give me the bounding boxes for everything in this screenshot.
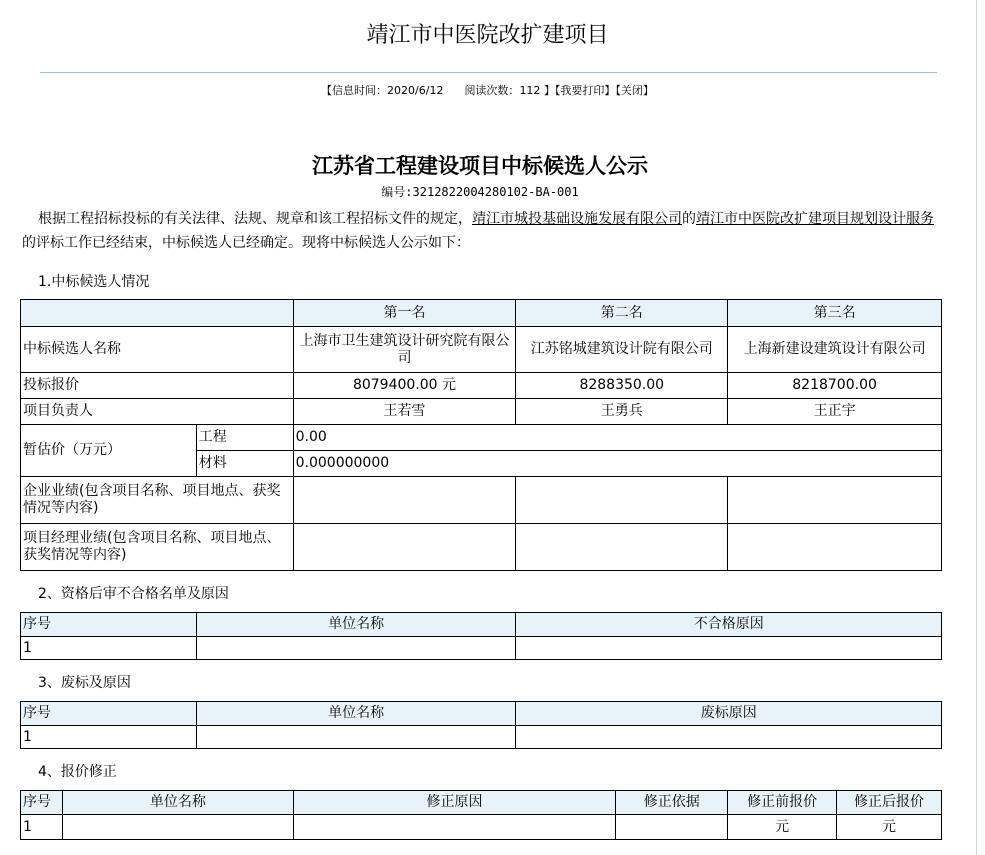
col-correction-reason: 修正原因	[293, 791, 616, 815]
intro-text-1: 根据工程招标投标的有关法律、法规、规章和该工程招标文件的规定，	[38, 211, 472, 227]
col-unit-name: 单位名称	[196, 702, 516, 726]
price-after-cell: 元	[837, 815, 942, 840]
info-time-label: 【信息时间：	[321, 84, 388, 97]
col-serial: 序号	[21, 791, 63, 815]
reason-cell	[516, 726, 942, 749]
price-before-cell: 元	[728, 815, 837, 840]
info-time: 2020/6/12	[387, 84, 444, 97]
col-serial: 序号	[21, 702, 197, 726]
candidate-table	[20, 299, 942, 571]
price-correction-table	[20, 790, 942, 840]
company-performance-label: 企业业绩(包含项目名称、项目地点、获奖情况等内容)	[21, 477, 294, 524]
bid-price-label: 投标报价	[21, 373, 294, 399]
col-unit-name: 单位名称	[62, 791, 293, 815]
company-performance-2	[516, 477, 728, 524]
info-meta-bar	[0, 82, 975, 98]
rank-3: 第三名	[728, 300, 942, 327]
candidate-name-1: 上海市卫生建筑设计研究院有限公司	[293, 327, 516, 373]
candidate-name-2: 江苏铭城建筑设计院有限公司	[516, 327, 728, 373]
company-performance-3	[728, 477, 942, 524]
col-serial: 序号	[21, 613, 197, 637]
header-blank	[21, 300, 294, 327]
reason-cell	[516, 637, 942, 660]
unit-name-cell	[196, 637, 516, 660]
page-title: 靖江市中医院改扩建项目	[366, 23, 609, 48]
material-value: 0.000000000	[293, 451, 941, 477]
rank-1: 第一名	[293, 300, 516, 327]
provisional-engineering-row	[21, 425, 942, 451]
table-row	[21, 726, 942, 749]
rank-2: 第二名	[516, 300, 728, 327]
disqualified-table	[20, 612, 942, 660]
project-manager-2: 王勇兵	[516, 399, 728, 425]
bid-price-2: 8288350.00	[516, 373, 728, 399]
tenderer-name: 靖江市城投基础设施发展有限公司	[472, 211, 682, 227]
notice-title: 江苏省工程建设项目中标候选人公示	[312, 154, 648, 178]
project-manager-label: 项目负责人	[21, 399, 294, 425]
section2-heading: 2、资格后审不合格名单及原因	[38, 586, 229, 602]
candidate-name-row	[21, 327, 942, 373]
provisional-price-label: 暂估价（万元）	[21, 425, 197, 477]
candidate-name-label: 中标候选人名称	[21, 327, 294, 373]
project-manager-row	[21, 399, 942, 425]
col-unit-name: 单位名称	[196, 613, 516, 637]
candidate-name-3: 上海新建设建筑设计有限公司	[728, 327, 942, 373]
engineering-label: 工程	[196, 425, 293, 451]
section3-heading: 3、废标及原因	[38, 675, 131, 691]
col-correction-basis: 修正依据	[616, 791, 728, 815]
read-count-label: 阅读次数：	[464, 84, 520, 97]
project-manager-3: 王正宇	[728, 399, 942, 425]
bid-price-row	[21, 373, 942, 399]
col-invalid-reason: 废标原因	[516, 702, 942, 726]
company-performance-row	[21, 477, 942, 524]
intro-paragraph	[22, 207, 942, 255]
unit-name-cell	[62, 815, 293, 840]
print-link[interactable]: 】【我要打印】	[543, 84, 616, 97]
manager-performance-label: 项目经理业绩(包含项目名称、项目地点、获奖情况等内容)	[21, 524, 294, 571]
bid-price-3: 8218700.00	[728, 373, 942, 399]
close-link[interactable]: 【关闭】	[615, 84, 654, 97]
engineering-value: 0.00	[293, 425, 941, 451]
page-right-border	[976, 0, 977, 855]
col-disqualify-reason: 不合格原因	[516, 613, 942, 637]
company-performance-1	[293, 477, 516, 524]
manager-performance-3	[728, 524, 942, 571]
serial-cell: 1	[21, 726, 197, 749]
material-label: 材料	[196, 451, 293, 477]
table-row	[21, 637, 942, 660]
manager-performance-row	[21, 524, 942, 571]
intro-text-2: 的	[682, 211, 696, 227]
unit-name-cell	[196, 726, 516, 749]
notice-code: 编号:3212822004280102-BA-001	[381, 185, 579, 199]
read-count: 112	[519, 84, 541, 97]
manager-performance-1	[293, 524, 516, 571]
reason-cell	[293, 815, 616, 840]
intro-text-3: 的评标工作已经结束，中标候选人已经确定。现将中标候选人公示如下：	[22, 235, 470, 251]
project-manager-1: 王若雪	[293, 399, 516, 425]
col-price-after: 修正后报价	[837, 791, 942, 815]
serial-cell: 1	[21, 815, 63, 840]
section1-heading: 1.中标候选人情况	[38, 274, 150, 290]
section4-heading: 4、报价修正	[38, 764, 117, 780]
basis-cell	[616, 815, 728, 840]
project-name: 靖江市中医院改扩建项目规划设计服务	[696, 211, 934, 227]
table-row	[21, 815, 942, 840]
invalid-bid-table	[20, 701, 942, 749]
manager-performance-2	[516, 524, 728, 571]
col-price-before: 修正前报价	[728, 791, 837, 815]
disqualified-header-row	[21, 613, 942, 637]
serial-cell: 1	[21, 637, 197, 660]
candidate-header-row	[21, 300, 942, 327]
price-correction-header-row	[21, 791, 942, 815]
bid-price-1: 8079400.00 元	[293, 373, 516, 399]
title-divider	[40, 72, 937, 73]
invalid-bid-header-row	[21, 702, 942, 726]
